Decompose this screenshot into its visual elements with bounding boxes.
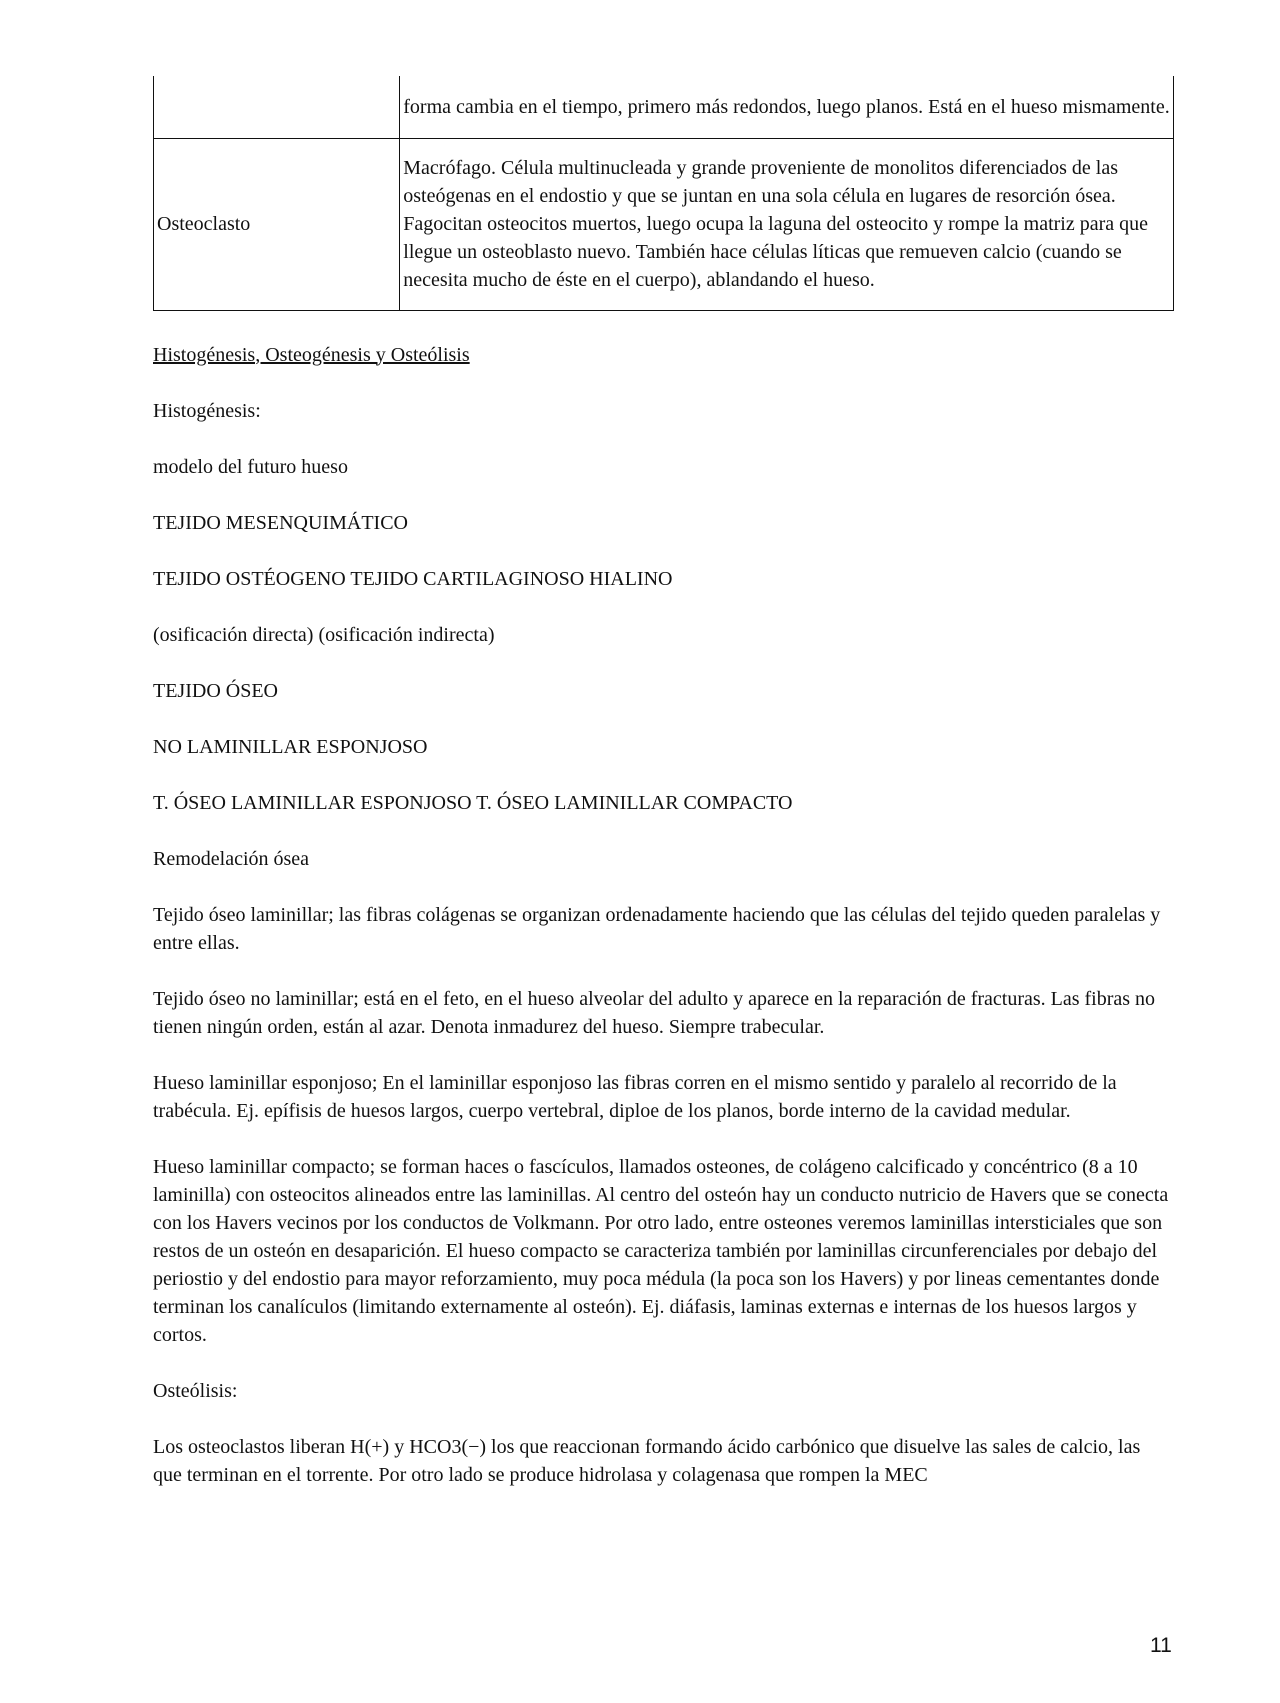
paragraph: Hueso laminillar esponjoso; En el laminillar esponjoso las fibras corren en el mismo sentido y paralelo al recorrido de la trabécula. Ej. epífisis de huesos largos, cuerpo vertebral, diploe de los planos, borde interno de la cavidad medular. — [153, 1071, 1117, 1122]
paragraph: Tejido óseo laminillar; las fibras colágenas se organizan ordenadamente haciendo que las células del tejido queden paralelas y entre ellas. — [153, 903, 1161, 954]
page-number: 11 — [1150, 1634, 1172, 1657]
table-cell-name: Osteoclasto — [154, 138, 400, 310]
paragraph: TEJIDO MESENQUIMÁTICO — [153, 511, 408, 534]
document-page — [153, 76, 1174, 1489]
table-cell-name — [154, 76, 400, 138]
table-cell-description: Macrófago. Célula multinucleada y grande proveniente de monolitos diferenciados de las osteógenas en el endostio y que se juntan en una sola célula en lugares de resorción ósea. Fagocitan osteocitos muertos, luego ocupa la laguna del osteocito y rompe la matriz para que llegue un osteoblasto nuevo. También hace células líticas que remueven calcio (cuando se necesita mucho de éste en el cuerpo), ablandando el hueso. — [400, 138, 1174, 310]
paragraph: Tejido óseo no laminillar; está en el feto, en el hueso alveolar del adulto y aparece en la reparación de fracturas. Las fibras no tienen ningún orden, están al azar. Denota inmadurez del hueso. Siempre trabecular. — [153, 987, 1156, 1038]
paragraph: Osteólisis: — [153, 1379, 238, 1402]
paragraph: TEJIDO ÓSEO — [153, 679, 278, 702]
section-heading: Histogénesis, Osteogénesis y Osteólisis — [153, 343, 470, 366]
paragraph: (osificación directa) (osificación indirecta) — [153, 623, 495, 646]
table-cell-description: forma cambia en el tiempo, primero más redondos, luego planos. Está en el hueso mismamente. — [400, 76, 1174, 138]
table-row — [154, 138, 1174, 310]
paragraph: Remodelación ósea — [153, 847, 310, 870]
paragraph: Los osteoclastos liberan H(+) y HCO3(−) los que reaccionan formando ácido carbónico que disuelve las sales de calcio, las que terminan en el torrente. Por otro lado se produce hidrolasa y colagenasa que rompen la MEC — [153, 1435, 1141, 1486]
paragraph: TEJIDO OSTÉOGENO TEJIDO CARTILAGINOSO HIALINO — [153, 567, 673, 590]
cell-types-table — [153, 76, 1174, 311]
paragraph: Histogénesis: — [153, 399, 261, 422]
paragraph: modelo del futuro hueso — [153, 455, 348, 478]
paragraph: NO LAMINILLAR ESPONJOSO — [153, 735, 428, 758]
paragraph: Hueso laminillar compacto; se forman haces o fascículos, llamados osteones, de colágeno calcificado y concéntrico (8 a 10 laminilla) con osteocitos alineados entre las laminillas. Al centro del osteón hay un conducto nutricio de Havers que se conecta con los Havers vecinos por los conductos de Volkmann. Por otro lado, entre osteones veremos laminillas intersticiales que son restos de un osteón en desaparición. El hueso compacto se caracteriza también por laminillas circunferenciales por debajo del periostio y del endostio para mayor reforzamiento, muy poca médula (la poca son los Havers) y por lineas cementantes donde terminan los canalículos (limitando externamente al osteón). Ej. diáfasis, laminas externas e internas de los huesos largos y cortos. — [153, 1155, 1169, 1346]
table-row — [154, 76, 1174, 138]
paragraph: T. ÓSEO LAMINILLAR ESPONJOSO T. ÓSEO LAMINILLAR COMPACTO — [153, 791, 793, 814]
